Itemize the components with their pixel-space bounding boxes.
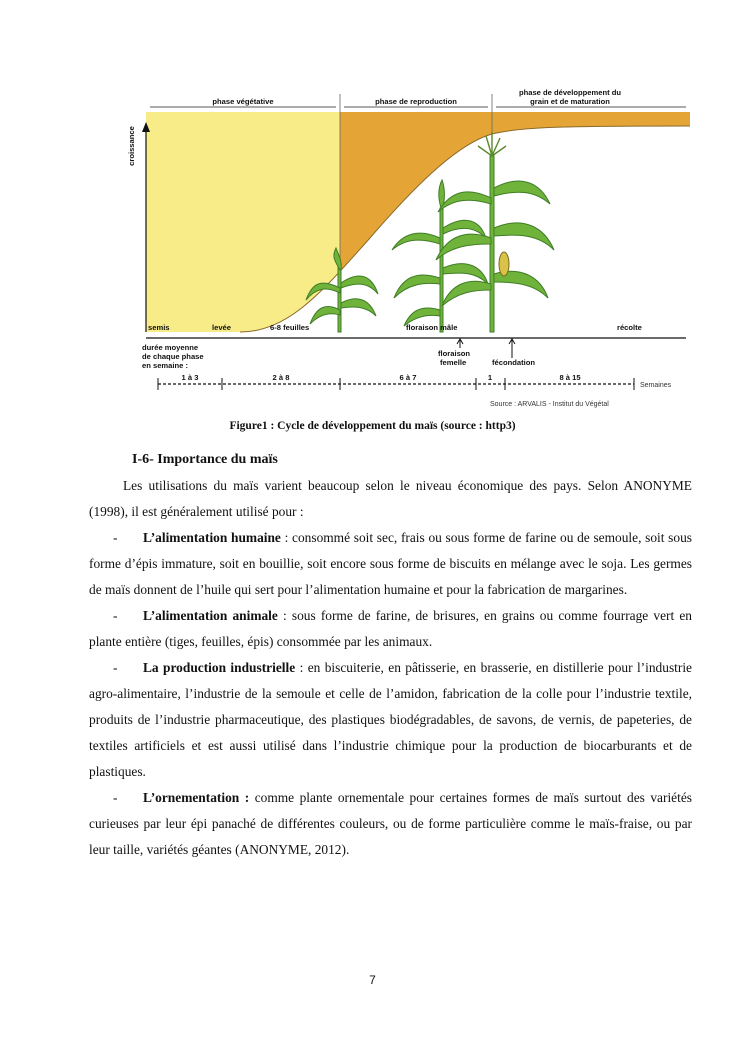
- phase-label-vegetative: phase végétative: [212, 97, 274, 106]
- maize-cycle-figure: [120, 88, 690, 410]
- fecondation-label: fécondation: [492, 358, 536, 367]
- duration-label-2: de chaque phase: [142, 352, 204, 361]
- item-text: : en biscuiterie, en pâtisserie, en brasserie, en distillerie pour l’industrie agro-alimentaire, l’industrie de la semoule et celle de l’amidon, fabrication de la colle pour l’industrie textile, produits de l’industrie pharmaceutique, des plastiques biodégradables, de savons, de vernis, de papeteries, de textiles artificiels et est aussi utilisé dans l’industrie chimique pour la production de biocarburants et de plastiques.: [89, 660, 692, 779]
- figure-caption: Figure1 : Cycle de développement du maïs (source : http3): [229, 420, 516, 432]
- item-text: comme plante ornementale pour certaines formes de maïs surtout des variétés curieuses par leur épi panaché de différentes couleurs, ou de forme particulière comme le maïs-fraise, ou par leur taille, variétés géantes (ANONYME, 2012).: [89, 790, 692, 857]
- section-heading: I-6- Importance du maïs: [132, 452, 278, 467]
- duration-4: 1: [487, 373, 493, 382]
- intro-paragraph: Les utilisations du maïs varient beaucoup selon le niveau économique des pays. Selon ANONYME (1998), il est généralement utilisé pour :: [89, 478, 692, 519]
- list-item: - La production industrielle : en biscuiterie, en pâtisserie, en brasserie, en distillerie pour l’industrie agro-alimentaire, l’industrie de la semoule et celle de l’amidon, fabrication de la colle pour l’industrie textile, produits de l’industrie pharmaceutique, des plastiques biodégradables, de savons, de vernis, de papeteries, de textiles artificiels et est aussi utilisé dans l’industrie chimique pour la production de biocarburants et de plastiques.: [89, 660, 692, 779]
- duration-3: 6 à 7: [399, 373, 417, 382]
- page-number: 7: [369, 973, 376, 987]
- body-text: [89, 473, 692, 863]
- stage-floraison-male: floraison mâle: [406, 323, 458, 332]
- stage-semis: semis: [148, 323, 170, 332]
- list-item: - L’ornementation : comme plante ornementale pour certaines formes de maïs surtout des variétés curieuses par leur épi panaché de différentes couleurs, ou de forme particulière comme le maïs-fraise, ou par leur taille, variétés géantes (ANONYME, 2012).: [89, 790, 692, 857]
- unit-label: Semaines: [640, 382, 672, 389]
- item-title: L’alimentation humaine: [143, 530, 281, 545]
- item-title: L’alimentation animale: [143, 608, 278, 623]
- floraison-femelle-1: floraison: [438, 349, 471, 358]
- floraison-femelle-2: femelle: [440, 358, 467, 367]
- list-item: - L’alimentation humaine : consommé soit sec, frais ou sous forme de farine ou de semoule, soit sous forme d’épis immature, soit en bouillie, soit encore sous forme de biscuits en mélange avec le soja. Les germes de maïs donnent de l’huile qui sert pour l’alimentation humaine et pour la fabrication de margarines.: [89, 530, 693, 597]
- maize-ear: [499, 252, 509, 276]
- duration-label-1: durée moyenne: [142, 343, 199, 352]
- vegetative-phase-bg: [146, 112, 340, 332]
- duration-2: 2 à 8: [272, 373, 290, 382]
- stage-6-8-feuilles: 6-8 feuilles: [270, 323, 310, 332]
- item-title: La production industrielle: [143, 660, 296, 675]
- list-item: - L’alimentation animale : sous forme de farine, de brisures, en grains ou comme fourrage vert en plante entière (tiges, feuilles, épis) consommée par les animaux.: [89, 608, 692, 649]
- item-text: : sous forme de farine, de brisures, en grains ou comme fourrage vert en plante entière (tiges, feuilles, épis) consommée par les animaux.: [89, 608, 692, 649]
- item-text: : consommé soit sec, frais ou sous forme de farine ou de semoule, soit sous forme d’épis immature, soit en bouillie, soit encore sous forme de biscuits en mélange avec le soja. Les germes de maïs donnent de l’huile qui sert pour l’alimentation humaine et pour la fabrication de margarines.: [89, 530, 693, 597]
- duration-label-3: en semaine :: [142, 361, 189, 370]
- phase-label-maturation-2: grain et de maturation: [530, 97, 610, 106]
- item-title: L’ornementation :: [143, 790, 250, 805]
- phase-label-reproduction: phase de reproduction: [375, 97, 457, 106]
- duration-5: 8 à 15: [559, 373, 581, 382]
- source-label: Source : ARVALIS - Institut du Végétal: [490, 401, 609, 408]
- y-axis-label: croissance: [127, 126, 136, 166]
- phase-label-maturation-1: phase de développement du: [518, 88, 622, 97]
- stage-levee: levée: [212, 323, 232, 332]
- stage-recolte: récolte: [617, 323, 642, 332]
- duration-1: 1 à 3: [181, 373, 199, 382]
